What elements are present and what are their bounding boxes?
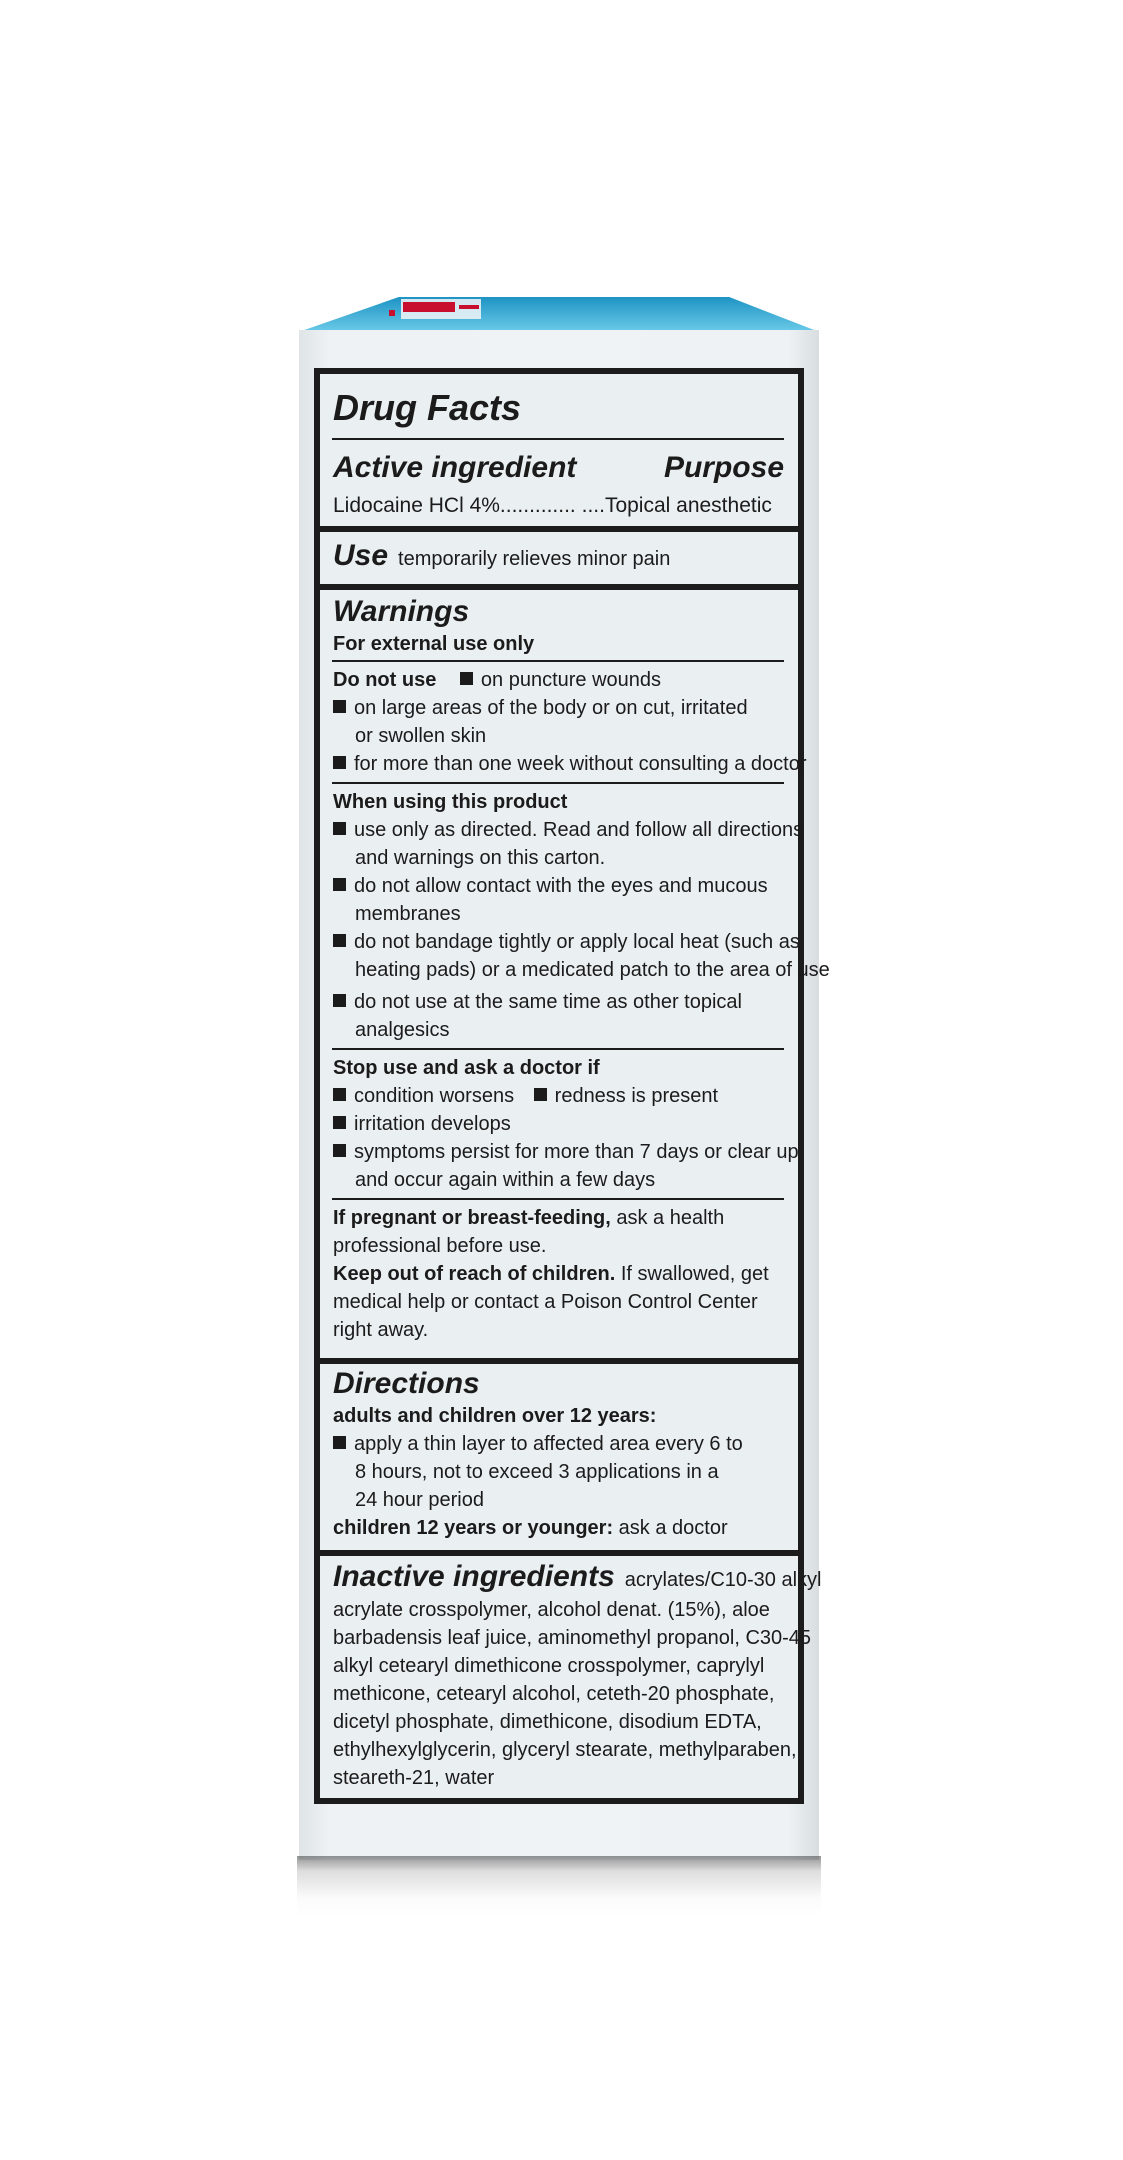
drug-facts-title: Drug Facts: [333, 387, 522, 428]
purpose-heading: Purpose: [663, 451, 784, 484]
stop-use-text: redness is present: [554, 1085, 719, 1107]
directions-text: apply a thin layer to affected area every 6 to: [354, 1433, 743, 1455]
keep-out-line: [333, 1260, 769, 1288]
when-using-cont: analgesics: [355, 1019, 450, 1041]
do-not-use-label: Do not use: [333, 669, 437, 691]
pregnant-line: [333, 1204, 724, 1232]
rule: [332, 660, 784, 662]
when-using-item: [333, 872, 768, 900]
ingredient-line: Lidocaine HCl 4%............. ....Topical anesthetic: [333, 494, 772, 517]
pregnant-line-2: professional before use.: [333, 1235, 547, 1257]
inactive-line: dicetyl phosphate, dimethicone, disodium EDTA,: [333, 1711, 762, 1733]
keep-out-line-2: medical help or contact a Poison Control Center: [333, 1291, 758, 1313]
drug-facts-panel: [314, 368, 830, 1804]
inactive-first-line: [333, 1558, 822, 1599]
adults-heading: adults and children over 12 years:: [333, 1405, 657, 1427]
pregnant-rest: ask a health: [610, 1207, 725, 1229]
divider: [320, 1550, 798, 1556]
do-not-use-row: [333, 666, 661, 694]
do-not-use-item: [333, 694, 748, 722]
stop-use-cont: and occur again within a few days: [355, 1169, 656, 1191]
bullet-icon: [333, 878, 346, 891]
inactive-line: barbadensis leaf juice, aminomethyl propanol, C30-45: [333, 1627, 812, 1649]
children-line: [333, 1514, 728, 1542]
stop-use-text: irritation develops: [354, 1113, 511, 1135]
bullet-icon: [333, 756, 346, 769]
stop-use-row: [333, 1082, 718, 1110]
do-not-use-item: [333, 750, 806, 778]
bullet-icon: [333, 994, 346, 1007]
divider: [320, 526, 798, 532]
carton-top: [299, 296, 819, 332]
bullet-icon: [534, 1088, 547, 1101]
stop-use-text: symptoms persist for more than 7 days or clear up: [354, 1141, 799, 1163]
rule: [332, 1048, 784, 1050]
do-not-use-text: on large areas of the body or on cut, irritated: [354, 697, 748, 719]
bullet-icon: [333, 1436, 346, 1449]
use-heading: Use: [333, 539, 389, 572]
bullet-icon: [333, 1088, 346, 1101]
title-rule: [332, 438, 784, 440]
bullet-icon: [460, 672, 473, 685]
carton-top-graphic: [299, 296, 819, 332]
when-using-heading: When using this product: [333, 791, 568, 813]
bullet-icon: [333, 1116, 346, 1129]
warnings-heading: Warnings: [333, 595, 470, 628]
directions-cont: 8 hours, not to exceed 3 applications in a: [355, 1461, 719, 1483]
when-using-item: [333, 988, 742, 1016]
stop-use-heading: Stop use and ask a doctor if: [333, 1057, 600, 1079]
do-not-use-text: for more than one week without consulting a doctor: [354, 753, 807, 775]
rule: [332, 1198, 784, 1200]
inactive-line: steareth-21, water: [333, 1767, 495, 1789]
inactive-line: acrylate crosspolymer, alcohol denat. (15%), aloe: [333, 1599, 770, 1621]
directions-cont: 24 hour period: [355, 1489, 484, 1511]
carton-shadow: [297, 1856, 821, 1916]
when-using-text: do not use at the same time as other topical: [354, 991, 742, 1013]
stop-use-text: condition worsens: [354, 1085, 515, 1107]
keep-out-rest: If swallowed, get: [615, 1263, 769, 1285]
when-using-text: use only as directed. Read and follow all directions: [354, 819, 804, 841]
active-ingredient-heading: Active ingredient: [333, 451, 577, 484]
external-use-only: For external use only: [333, 633, 535, 655]
bullet-icon: [333, 700, 346, 713]
use-row: [333, 538, 670, 577]
children-rest: ask a doctor: [613, 1517, 728, 1539]
children-bold: children 12 years or younger:: [333, 1517, 614, 1539]
inactive-heading: Inactive ingredients: [333, 1560, 615, 1593]
bullet-icon: [333, 934, 346, 947]
do-not-use-item-cont: or swollen skin: [355, 725, 487, 747]
do-not-use-first: on puncture wounds: [480, 669, 662, 691]
keep-out-bold: Keep out of reach of children.: [333, 1263, 616, 1285]
when-using-cont: membranes: [355, 903, 461, 925]
pregnant-bold: If pregnant or breast-feeding,: [333, 1207, 611, 1229]
bullet-icon: [333, 822, 346, 835]
inactive-line: alkyl cetearyl dimethicone crosspolymer, caprylyl: [333, 1655, 765, 1677]
directions-heading: Directions: [333, 1367, 480, 1400]
directions-item: [333, 1430, 743, 1458]
inactive-line: methicone, cetearyl alcohol, ceteth-20 phosphate,: [333, 1683, 775, 1705]
keep-out-line-3: right away.: [333, 1319, 429, 1341]
when-using-cont: heating pads) or a medicated patch to the area of use: [355, 959, 830, 981]
when-using-text: do not bandage tightly or apply local heat (such as: [354, 931, 800, 953]
when-using-cont: and warnings on this carton.: [355, 847, 606, 869]
when-using-item: [333, 816, 803, 844]
bullet-icon: [333, 1144, 346, 1157]
when-using-item: [333, 928, 800, 956]
stop-use-item: [333, 1110, 511, 1138]
stop-use-item: [333, 1138, 799, 1166]
when-using-text: do not allow contact with the eyes and mucous: [354, 875, 768, 897]
inactive-line: ethylhexylglycerin, glyceryl stearate, methylparaben,: [333, 1739, 797, 1761]
use-text: temporarily relieves minor pain: [398, 548, 671, 570]
rule: [332, 782, 784, 784]
inactive-first: acrylates/C10-30 alkyl: [624, 1569, 822, 1591]
divider: [320, 584, 798, 590]
